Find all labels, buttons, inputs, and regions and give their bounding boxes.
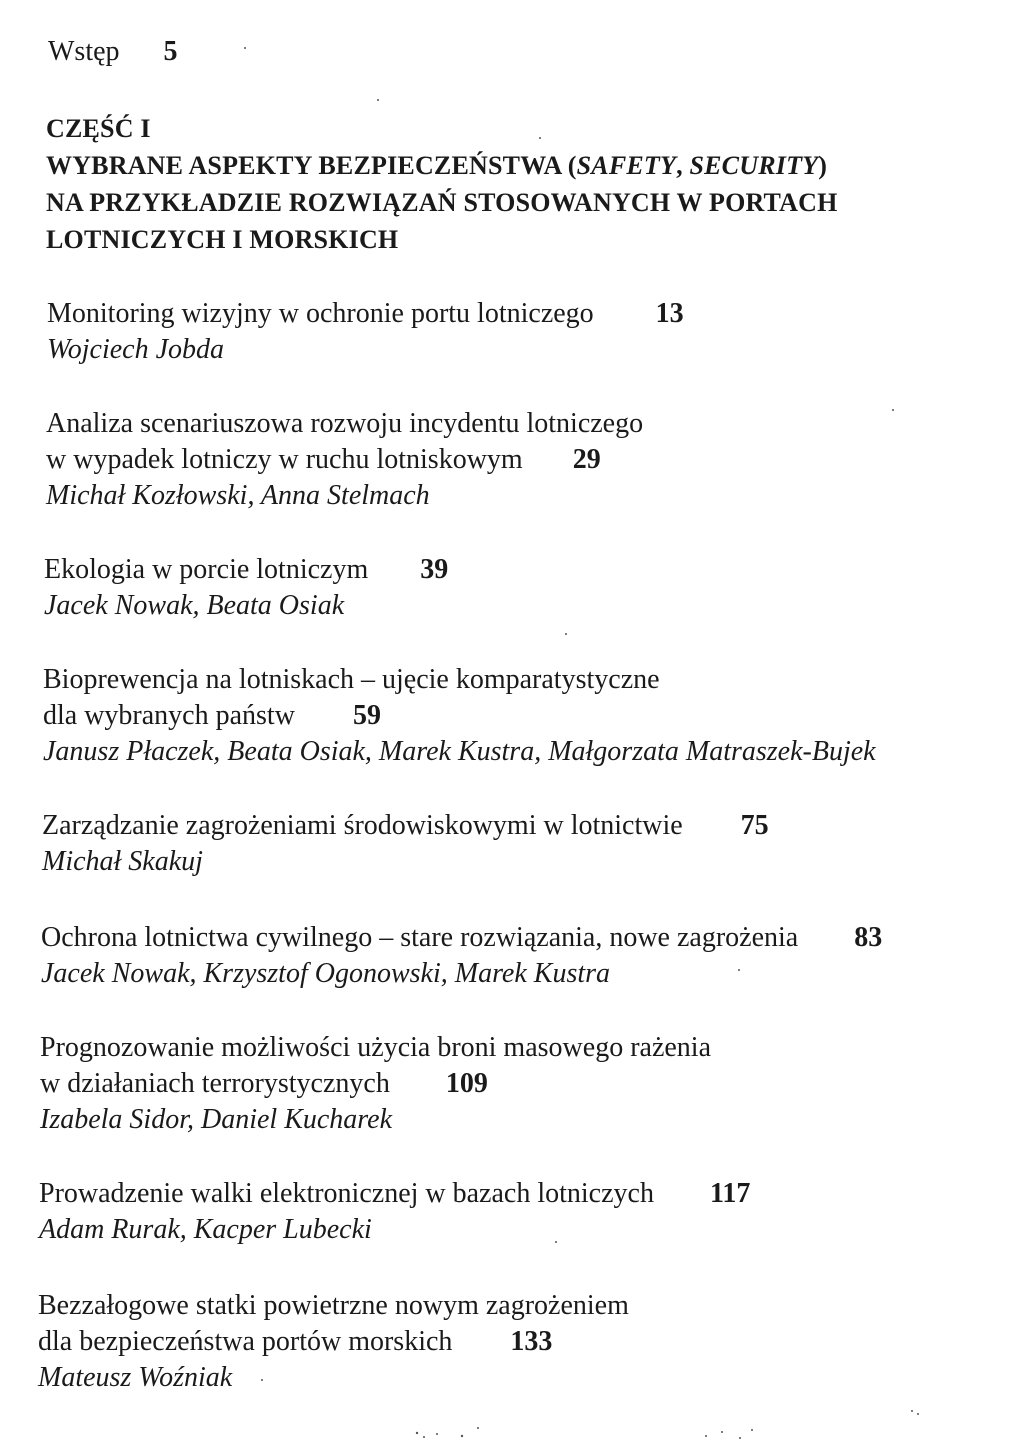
- entry-page-number: 29: [572, 444, 601, 475]
- entry-title-line: Ochrona lotnictwa cywilnego – stare rozwiązania, nowe zagrożenia 83: [41, 920, 882, 956]
- entry-title-line: Bezzałogowe statki powietrzne nowym zagrożeniem: [38, 1290, 629, 1321]
- intro-page-number: 5: [163, 36, 178, 67]
- entry-title-line: Analiza scenariuszowa rozwoju incydentu lotniczego: [46, 408, 644, 439]
- entry-authors: Adam Rurak, Kacper Lubecki: [39, 1214, 372, 1245]
- part-number: CZĘŚĆ I: [46, 114, 151, 143]
- entry-authors: Wojciech Jobda: [47, 334, 225, 365]
- entry-page-number: 109: [445, 1068, 488, 1099]
- entry-authors: Mateusz Woźniak: [38, 1362, 233, 1393]
- entry-title-line: Monitoring wizyjny w ochronie portu lotniczego 13: [47, 296, 684, 332]
- entry-title-line: w wypadek lotniczy w ruchu lotniskowym 29: [46, 442, 643, 478]
- entry-authors: Izabela Sidor, Daniel Kucharek: [40, 1104, 393, 1135]
- toc-entry: [44, 552, 448, 624]
- entry-authors: Jacek Nowak, Krzysztof Ogonowski, Marek Kustra: [41, 958, 611, 989]
- entry-title-line: w działaniach terrorystycznych 109: [40, 1066, 711, 1102]
- toc-entry: [39, 1176, 750, 1248]
- toc-entry: [46, 406, 643, 514]
- toc-entry: [47, 296, 684, 368]
- entry-authors: Janusz Płaczek, Beata Osiak, Marek Kustra, Małgorzata Matraszek-Bujek: [43, 736, 876, 767]
- toc-entry: [41, 920, 882, 992]
- part-title-line-3: LOTNICZYCH I MORSKICH: [46, 225, 399, 254]
- entry-page-number: 133: [510, 1326, 553, 1357]
- entry-title-line: Prowadzenie walki elektronicznej w bazach lotniczych 117: [39, 1176, 750, 1212]
- entry-page-number: 39: [420, 554, 449, 585]
- entry-authors: Jacek Nowak, Beata Osiak: [44, 590, 345, 621]
- part-title-line-2: NA PRZYKŁADZIE ROZWIĄZAŃ STOSOWANYCH W PORTACH: [46, 188, 838, 217]
- part-title-line-1: WYBRANE ASPEKTY BEZPIECZEŃSTWA (SAFETY, SECURITY): [46, 151, 828, 180]
- entry-title-line: dla bezpieczeństwa portów morskich 133: [38, 1324, 629, 1360]
- entry-title-line: Bioprewencja na lotniskach – ujęcie komparatystyczne: [43, 664, 660, 695]
- toc-entry-intro: [48, 34, 178, 70]
- toc-entry: [43, 662, 876, 770]
- entry-title-line: Zarządzanie zagrożeniami środowiskowymi w lotnictwie 75: [42, 808, 769, 844]
- toc-entry: [42, 808, 769, 880]
- entry-page-number: 117: [709, 1178, 751, 1209]
- toc-entry: [40, 1030, 711, 1138]
- entry-authors: Michał Kozłowski, Anna Stelmach: [46, 480, 430, 511]
- entry-title-line: dla wybranych państw 59: [43, 698, 876, 734]
- entry-authors: Michał Skakuj: [42, 846, 203, 877]
- entry-page-number: 83: [854, 922, 883, 953]
- entry-page-number: 75: [740, 810, 769, 841]
- entry-page-number: 59: [352, 700, 381, 731]
- entry-page-number: 13: [655, 298, 684, 329]
- toc-entry: [38, 1288, 629, 1396]
- entry-title-line: Ekologia w porcie lotniczym 39: [44, 552, 448, 588]
- entry-title-line: Prognozowanie możliwości użycia broni masowego rażenia: [40, 1032, 712, 1063]
- part-heading: [46, 110, 838, 258]
- intro-title: Wstęp: [48, 36, 120, 67]
